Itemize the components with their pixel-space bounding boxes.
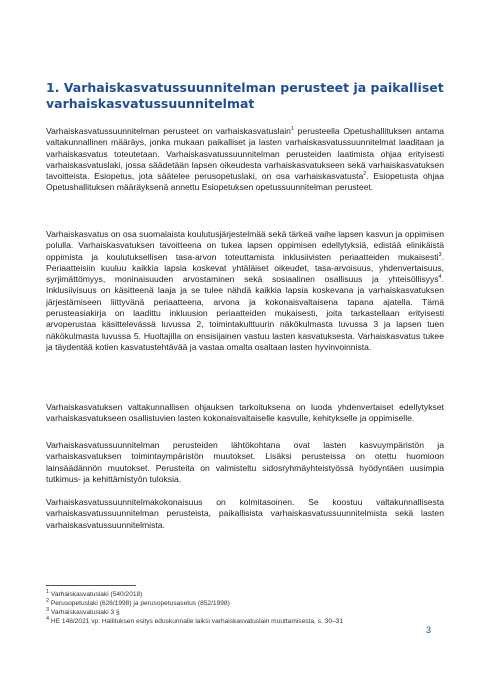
paragraph-1-part-b: perusteella Opetushallituksen antama valtakunnallinen määräys, jonka mukaan paikalliset ja lasten varhaiskasvatussuunnitelmat laaditaan ja varhaiskasvatus toteutetaan. Varhaiskasvatussuunnitelman perusteiden laatimista ohjaa erityisesti varhaiskasvatuslaki, jossa säädetään lapsen oikeudesta varhaiskasvatukseen sekä varhaiskasvatuksen tavoitteista. Esiopetus, jota säätelee perusopetuslaki, on osa varhaiskasvatusta xyxy=(46,126,445,182)
section-heading: 1. Varhaiskasvatussuunnitelman perusteet ja paikalliset varhaiskasvatussuunnitelmat xyxy=(46,80,444,111)
footnote-number: 4 xyxy=(46,616,50,623)
page-number: 3 xyxy=(426,625,432,635)
paragraph-4: Varhaiskasvatussuunnitelman perusteiden lähtökohtana ovat lasten kasvuympäristön ja varhaiskasvatuksen toimintaympäristön muutokset. Lisäksi perusteissa on otettu huomioon lainsäädännön muutokset. Perusteita on valmisteltu sidosryhmäyhteistyössä hyödyntäen uusimpia tutkimus- ja kehittämistyön tuloksia. xyxy=(46,440,444,484)
footnote-ref-3: 3 xyxy=(438,251,442,258)
footnote-4 xyxy=(46,617,446,626)
footnote-ref-4: 4 xyxy=(438,274,442,281)
paragraph-3: Varhaiskasvatuksen valtakunnallisen ohjauksen tarkoituksena on luoda yhdenvertaiset edellytykset varhaiskasvatukseen osallistuvien lasten kokonaisvaltaiselle kasvulle, kehitykselle ja oppimiselle. xyxy=(46,402,444,424)
paragraph-1 xyxy=(46,126,444,194)
paragraph-2 xyxy=(46,229,444,353)
footnote-number: 1 xyxy=(46,588,50,595)
footnote-ref-2: 2 xyxy=(363,171,367,178)
footnote-ref-1: 1 xyxy=(290,126,294,133)
footnote-text: Perusopetuslaki (628/1998) ja perusopetusasetus (852/1998) xyxy=(50,600,230,608)
footnote-text: Varhaiskasvatuslaki (540/2018) xyxy=(50,591,143,598)
footnote-number: 3 xyxy=(46,607,50,613)
paragraph-2-part-b: . Periaatteisiin kuuluu kaikkia lapsia koskevat yhtäläiset oikeudet, tasa-arvoisuus, yhdenvertaisuus, syrjimättömyys, moninaisuuden arvostaminen sekä sosiaalinen osallisuus ja yhteisöllisyys xyxy=(46,251,444,285)
footnote-text: Varhaiskasvatuslaki 3 § xyxy=(50,609,120,617)
footnote-divider xyxy=(46,585,136,586)
footnote-3 xyxy=(46,608,446,617)
footnotes xyxy=(46,590,446,626)
paragraph-5: Varhaiskasvatussuunnitelmakokonaisuus on kolmitasoinen. Se koostuu valtakunnallisesta varhaiskasvatussuunnitelman perusteista, paikallisista varhaiskasvatussuunnitelmista sekä lasten varhaiskasvatussuunnitelmista. xyxy=(46,497,444,530)
footnote-number: 2 xyxy=(46,597,50,604)
footnote-text: HE 148/2021 vp: Hallituksen esitys eduskunnalle laiksi varhaiskasvatuslain muuttamisesta, s. 30–31 xyxy=(50,618,344,626)
paragraph-2-part-c: . Inklusiivisuus on käsitteenä laaja ja se tulee nähdä kaikkia lapsia koskevana ja varhaiskasvatuksen järjestämiseen liittyvänä periaatteena, arvona ja kokonaisvaltaisena tapana ajatella. Tämä perusteasiakirja on laadittu inkluusion periaatteiden mukaisesti, joita tarkastellaan erityisesti arvoperustaa käsittelevässä luvussa 2, toimintakulttuurin näkökulmasta luvussa 3 ja lapsen tuen näkökulmasta luvussa 5. Huoltajilla on ensisijainen vastuu lasten kasvatuksesta. Varhaiskasvatus tukee ja täydentää kotien kasvatustehtävää ja vastaa omalta osaltaan lasten hyvinvoinnista. xyxy=(46,274,444,352)
paragraph-1-part-a: Varhaiskasvatussuunnitelman perusteet on varhaiskasvatuslain xyxy=(46,126,291,136)
paragraph-2-part-a: Varhaiskasvatus on osa suomalaista koulutusjärjestelmää sekä tärkeä vaihe lapsen kasvun ja oppimisen polulla. Varhaiskasvatuksen tavoitteena on tukea lapsen oppimisen edellytyksiä, edistää elinikäistä oppimista ja koulutuksellisen tasa-arvon toteuttamista inklusiivisten periaatteiden mukaisesti xyxy=(46,229,444,262)
footnote-1 xyxy=(46,590,446,599)
paragraph-1-part-c: . Esiopetusta ohjaa Opetushallituksen määräyksenä annettu Esiopetuksen opetussuunnitelman perusteet. xyxy=(46,171,444,193)
footnote-2 xyxy=(46,599,446,608)
